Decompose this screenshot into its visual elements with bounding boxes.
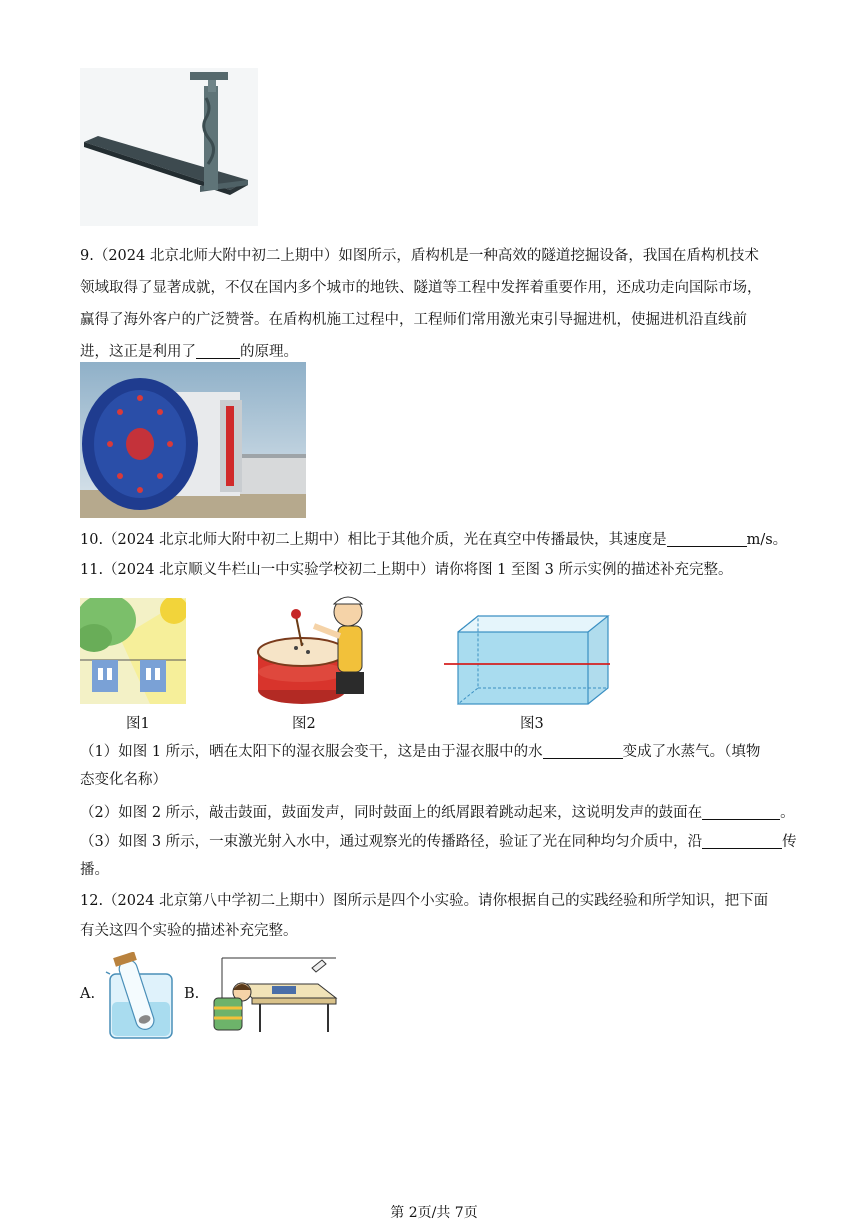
q11-p2-pre: （2）如图 2 所示，敲击鼓面，鼓面发声，同时鼓面上的纸屑跟着跳动起来，这说明发声的鼓面在	[80, 805, 703, 821]
q11-intro: 11.（2024 北京顺义牛栏山一中实验学校初二上期中）请你将图 1 至图 3 所示实例的描述补充完整。	[80, 562, 733, 578]
figure-3-label: 图3	[520, 716, 544, 732]
q11-p2-blank[interactable]	[702, 801, 780, 820]
figure-3-water-tank	[444, 606, 612, 708]
q9-text-pre: 进，这正是利用了	[80, 344, 196, 360]
sculpture-photo	[80, 68, 258, 226]
q12-line-1: 12.（2024 北京第八中学初二上期中）图所示是四个小实验。请你根据自己的实践经验和所学知识，把下面	[80, 893, 769, 909]
q9-answer-blank[interactable]	[196, 340, 240, 359]
q11-p3-pre: （3）如图 3 所示，一束激光射入水中，通过观察光的传播路径，验证了光在同种均匀介质中，沿	[80, 834, 703, 850]
q9-text-post: 的原理。	[240, 344, 298, 360]
q9-line-2: 领域取得了显著成就，不仅在国内多个城市的地铁、隧道等工程中发挥着重要作用，还成功走向国际市场，	[80, 280, 762, 296]
q9-line-1: 9.（2024 北京北师大附中初二上期中）如图所示，盾构机是一种高效的隧道挖掘设备，我国在盾构机技术	[80, 248, 759, 264]
q11-p1-blank[interactable]	[543, 740, 623, 759]
q12-label-b: B.	[184, 986, 200, 1002]
q10-text-pre: 10.（2024 北京北师大附中初二上期中）相比于其他介质，光在真空中传播最快，其速度是	[80, 532, 667, 548]
q11-p2-post: 。	[780, 805, 795, 821]
q11-p1-pre: （1）如图 1 所示，晒在太阳下的湿衣服会变干，这是由于湿衣服中的水	[80, 744, 543, 760]
figure-2-label: 图2	[292, 716, 316, 732]
q11-part-1-line-2: 态变化名称）	[80, 772, 167, 788]
tbm-photo	[80, 362, 306, 518]
q11-p3-blank[interactable]	[702, 830, 782, 849]
q10-text-post: m/s。	[746, 532, 788, 548]
figure-1-drying-clothes	[80, 598, 186, 704]
q10-line	[80, 526, 787, 554]
q11-part-2	[80, 799, 795, 827]
q9-line-3: 赢得了海外客户的广泛赞誉。在盾构机施工过程中，工程师们常用激光束引导掘进机，使掘进机沿直线前	[80, 312, 747, 328]
q11-part-3	[80, 828, 797, 856]
experiment-a-beaker	[104, 952, 178, 1040]
q11-p1-post: 变成了水蒸气。（填物	[622, 744, 761, 760]
q12-label-a: A.	[80, 986, 96, 1002]
q10-answer-blank[interactable]	[667, 528, 747, 547]
q11-p3-post: 传	[782, 834, 797, 850]
q11-part-1	[80, 738, 760, 766]
q12-line-2: 有关这四个实验的描述补充完整。	[80, 923, 298, 939]
page-footer: 第 2页/共 7页	[390, 1205, 478, 1221]
figure-2-drum	[256, 590, 374, 708]
figure-1-label: 图1	[126, 716, 150, 732]
experiment-b-child-at-table	[208, 954, 338, 1034]
q11-part-3-line-2: 播。	[80, 862, 109, 878]
